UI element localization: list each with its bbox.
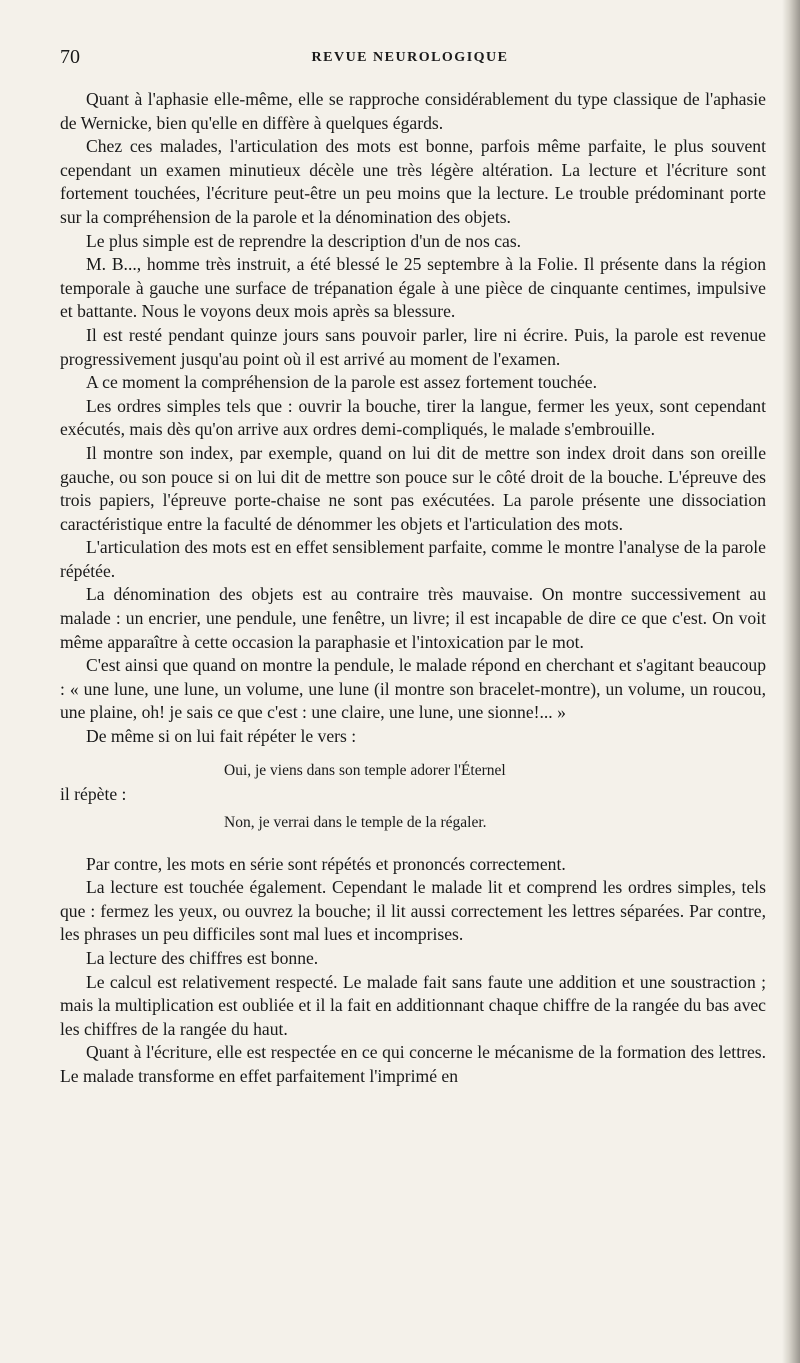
paragraph: C'est ainsi que quand on montre la pendule, le malade répond en cherchant et s'agitant beaucoup : « une lune, une lune, un volume, une lune (il montre son bracelet-montre), un volume, un roucou, une plaine, oh! je sais ce que c'est : une claire, une lune, une sionne!... » xyxy=(60,655,766,723)
paragraph: L'articulation des mots est en effet sensiblement parfaite, comme le montre l'analyse de la parole répétée. xyxy=(60,537,766,581)
verse-label: il répète : xyxy=(60,783,127,804)
page-header xyxy=(60,46,760,74)
paragraph: De même si on lui fait répéter le vers : xyxy=(86,726,357,747)
paragraph: M. B..., homme très instruit, a été blessé le 25 septembre à la Folie. Il présente dans la région temporale à gauche une surface de trépanation égale à une pièce de cinquante centimes, impulsive et battante. Nous le voyons deux mois après sa blessure. xyxy=(60,254,766,322)
paragraph: Le calcul est relativement respecté. Le malade fait sans faute une addition et une soustraction ; mais la multiplication est oubliée et il la fait en additionnant chaque chiffre de la rangée du bas avec les chiffres de la rangée du haut. xyxy=(60,971,766,1039)
paragraph: Le plus simple est de reprendre la description d'un de nos cas. xyxy=(86,230,522,251)
paragraph: La dénomination des objets est au contraire très mauvaise. On montre successivement au malade : un encrier, une pendule, une fenêtre, un livre; il est incapable de dire ce que c'est. On voit même apparaître à cette occasion la paraphasie et l'intoxication par le mot. xyxy=(60,584,766,652)
paragraph: Quant à l'aphasie elle-même, elle se rapproche considérablement du type classique de l'aphasie de Wernicke, bien qu'elle en diffère à quelques égards. xyxy=(60,89,766,133)
paragraph: Les ordres simples tels que : ouvrir la bouche, tirer la langue, fermer les yeux, sont cependant exécutés, mais dès qu'on arrive aux ordres demi-compliqués, le malade s'embrouille. xyxy=(60,395,766,440)
paragraph: A ce moment la compréhension de la parole est assez fortement touchée. xyxy=(86,372,598,393)
verse-repeated: Non, je verrai dans le temple de la régaler. xyxy=(224,813,487,831)
paragraph: Il est resté pendant quinze jours sans pouvoir parler, lire ni écrire. Puis, la parole est revenue progressivement jusqu'au point où il est arrivé au moment de l'examen. xyxy=(60,324,766,369)
paragraph: La lecture est touchée également. Cependant le malade lit et comprend les ordres simples, tels que : fermez les yeux, ou ouvrez la bouche; il lit aussi correctement les lettres séparées. Par contre, les phrases un peu difficiles sont mal lues et incomprises. xyxy=(60,877,766,945)
paragraph: Par contre, les mots en série sont répétés et prononcés correctement. xyxy=(86,853,566,874)
article-body xyxy=(60,88,766,1089)
paragraph: Quant à l'écriture, elle est respectée en ce qui concerne le mécanisme de la formation des lettres. Le malade transforme en effet parfaitement l'imprimé en xyxy=(60,1042,766,1086)
paragraph: La lecture des chiffres est bonne. xyxy=(86,948,319,968)
paragraph: Chez ces malades, l'articulation des mots est bonne, parfois même parfaite, le plus souvent cependant un examen minutieux décèle une très légère altération. La lecture et l'écriture sont fortement touchées, l'écriture peut-être un peu moins que la lecture. Le trouble prédominant porte sur la compréhension de la parole et la dénomination des objets. xyxy=(60,136,766,227)
page-number: 70 xyxy=(60,46,80,68)
verse-original: Oui, je viens dans son temple adorer l'Éternel xyxy=(224,761,506,779)
page-edge-shadow xyxy=(782,0,800,1363)
running-head: REVUE NEUROLOGIQUE xyxy=(311,50,509,65)
verse-quotation xyxy=(60,759,766,843)
paragraph: Il montre son index, par exemple, quand on lui dit de mettre son index droit dans son oreille gauche, ou son pouce si on lui dit de mettre son pouce sur le côté droit de la bouche. L'épreuve des trois papiers, l'épreuve porte-chaise ne sont pas exécutées. La parole présente une dissociation caractéristique entre la faculté de dénommer les objets et l'articulation des mots. xyxy=(60,442,766,534)
